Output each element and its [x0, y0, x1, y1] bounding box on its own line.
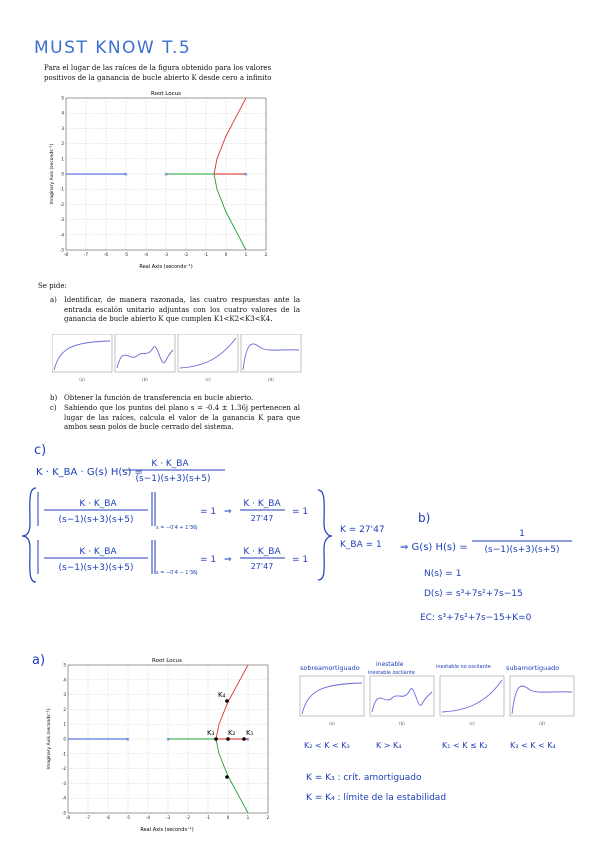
y-tick-label: -5	[61, 810, 66, 816]
item-c-text: Sabiendo que los puntos del plano s = -0.4 ± 1.36j pertenecen al lugar de las raíces, calcula el valor de la ganancia K para que ambos sean polos de bucle cerrado del sistema.	[64, 404, 300, 431]
plot2-yticks	[62, 663, 67, 816]
k4-mark: K₄	[218, 691, 226, 699]
x-tick-label: -5	[125, 815, 131, 820]
sys1-num: K · K_BA	[79, 499, 117, 509]
item-a-text: Identificar, de manera razonada, las cuatro respuestas ante la entrada escalón unitario adjuntas con los cuatro valores de la ganancia de bucle abierto K que cumplen K1<K2<K3<K4.	[64, 296, 300, 323]
x-tick-label: 1	[244, 252, 248, 257]
ns: N(s) = 1	[424, 569, 462, 579]
sub2: s = −0'4 − 1'36j	[156, 570, 198, 576]
eq1-num: K · K_BA	[151, 459, 189, 469]
y-tick-label: 2	[61, 141, 64, 147]
x-tick-label: 0	[226, 815, 230, 820]
plot2-xticks	[66, 815, 270, 820]
arrow-2: ⇒	[224, 555, 232, 565]
k4-dot-down	[225, 775, 229, 779]
cap2-c: (c)	[469, 721, 475, 726]
pole-marker: ×	[245, 736, 251, 743]
eq-one-1: = 1	[200, 507, 217, 517]
gh-num: 1	[519, 529, 525, 539]
caption-c: (c)	[205, 377, 211, 382]
plot2-title: Root Locus	[152, 658, 182, 664]
x-tick-label: -4	[143, 252, 149, 257]
y-tick-label: -3	[61, 780, 66, 786]
y-tick-label: -5	[59, 247, 64, 253]
plot1-xlabel: Real Axis (seconds⁻¹)	[139, 264, 193, 270]
item-b-text: Obtener la función de transferencia en bucle abierto.	[64, 394, 254, 402]
page-title: MUST KNOW T.5	[34, 38, 192, 58]
ec: EC: s³+7s²+7s−15+K=0	[420, 613, 532, 623]
y-tick-label: 3	[63, 692, 66, 698]
locus-branch-red-up	[214, 98, 246, 174]
y-tick-label: -3	[59, 217, 64, 223]
response-a	[52, 334, 112, 372]
result-kba: K_BA = 1	[340, 540, 382, 550]
y-tick-label: -1	[59, 186, 64, 192]
y-tick-label: 3	[61, 125, 64, 131]
x-tick-label: -1	[205, 815, 211, 820]
mid2-den: 27'47	[250, 562, 274, 571]
k1-dot	[242, 737, 246, 741]
se-pide: Se pide:	[38, 282, 67, 290]
y-tick-label: 1	[63, 721, 66, 727]
pole-marker: ×	[163, 171, 169, 178]
x-tick-label: -5	[123, 252, 129, 257]
pole-marker: ×	[165, 736, 171, 743]
handwritten-notes-c-b	[0, 436, 600, 626]
label-a: a)	[32, 653, 46, 668]
plot2-area	[62, 663, 270, 821]
y-tick-label: 4	[63, 677, 66, 683]
locus-branch-green-down	[216, 736, 251, 813]
x-tick-label: -7	[85, 815, 91, 820]
resp-label-b: inestable oscilante	[368, 670, 415, 676]
k3-note: K = K₃ : crít. amortiguado	[306, 773, 422, 783]
y-tick-label: 2	[63, 706, 66, 712]
y-tick-label: -4	[59, 232, 64, 238]
k4-dot-up	[225, 699, 229, 703]
x-tick-label: -3	[165, 815, 171, 820]
x-tick-label: -8	[65, 815, 71, 820]
x-tick-label: -1	[203, 252, 209, 257]
ineq-c: K₁ < K ≤ K₂	[442, 741, 488, 750]
plot2-ylabel: Imaginary Axis (seconds⁻¹)	[47, 708, 52, 770]
y-tick-label: -4	[61, 795, 66, 801]
plot1-title: Root Locus	[151, 91, 181, 97]
plot1-ylabel: Imaginary Axis (seconds⁻¹)	[50, 143, 55, 205]
y-tick-label: -1	[61, 751, 66, 757]
k1-mark: K₁	[246, 729, 254, 737]
sub1: s = −0'4 + 1'36j	[156, 525, 198, 531]
k-annotations	[207, 691, 254, 779]
x-tick-label: -6	[105, 815, 111, 820]
x-tick-label: 1	[246, 815, 250, 820]
gh-den: (s−1)(s+3)(s+5)	[484, 545, 560, 555]
classified-responses	[296, 660, 586, 810]
x-tick-label: -7	[83, 252, 89, 257]
eq-one-2: = 1	[292, 507, 309, 517]
mid1-num: K · K_BA	[243, 499, 281, 509]
y-tick-label: 1	[61, 156, 64, 162]
item-a-label: a)	[50, 296, 57, 304]
result-k: K = 27'47	[340, 525, 385, 535]
eq1-den: (s−1)(s+3)(s+5)	[135, 474, 211, 484]
root-locus-plot-2	[40, 655, 280, 835]
plot2-xlabel: Real Axis (seconds⁻¹)	[140, 827, 194, 833]
cap2-a: (a)	[329, 721, 335, 726]
y-tick-label: 5	[61, 95, 64, 101]
ineq-b: K > K₄	[376, 741, 402, 750]
resp-label-a: sobreamortiguado	[300, 664, 360, 672]
cap2-b: (b)	[399, 721, 405, 726]
plot1-xticks	[64, 252, 268, 257]
x-tick-label: -8	[63, 252, 69, 257]
mid1-den: 27'47	[250, 514, 274, 523]
y-tick-label: 0	[63, 736, 66, 742]
x-tick-label: -6	[103, 252, 109, 257]
caption-b: (b)	[142, 377, 148, 382]
response-d	[241, 334, 301, 372]
locus-branch-green-down	[214, 171, 249, 250]
gh-left: ⇒ G(s) H(s) =	[400, 542, 468, 553]
x-tick-label: 2	[266, 815, 270, 820]
response-b	[115, 334, 175, 372]
ineq-d: K₃ < K < K₄	[510, 741, 556, 750]
resp2-b	[370, 676, 434, 716]
label-c: c)	[34, 443, 47, 458]
x-tick-label: 2	[264, 252, 268, 257]
ineq-a: K₂ < K < K₃	[304, 741, 350, 750]
ds: D(s) = s³+7s²+7s−15	[424, 589, 523, 599]
label-b: b)	[418, 511, 431, 525]
item-c-label: c)	[50, 404, 57, 412]
pole-marker: ×	[243, 171, 249, 178]
k4-note: K = K₄ : límite de la estabilidad	[306, 793, 447, 803]
x-tick-label: -4	[145, 815, 151, 820]
eq-one-4: = 1	[292, 555, 309, 565]
resp2-c	[440, 676, 504, 716]
eq1-left: K · K_BA · G(s) H(s) =	[36, 467, 143, 478]
eq-one-3: = 1	[200, 555, 217, 565]
resp-label-c: inestable no oscilante	[436, 664, 491, 670]
x-tick-label: 0	[224, 252, 228, 257]
x-tick-label: -2	[185, 815, 191, 820]
y-tick-label: -2	[59, 201, 64, 207]
sys1-den: (s−1)(s+3)(s+5)	[58, 515, 134, 525]
resp2-d	[510, 676, 574, 716]
caption-d: (d)	[268, 377, 274, 382]
k2-mark: K₂	[228, 729, 236, 737]
plot1-area	[60, 96, 268, 258]
x-tick-label: -3	[163, 252, 169, 257]
resp-label-d: subamortiguado	[506, 664, 560, 672]
plot1-yticks	[60, 96, 65, 253]
sys2-den: (s−1)(s+3)(s+5)	[58, 563, 134, 573]
response-c	[178, 334, 238, 372]
mid2-num: K · K_BA	[243, 547, 281, 557]
x-tick-label: -2	[183, 252, 189, 257]
arrow-1: ⇒	[224, 507, 232, 517]
k3-mark: K₃	[207, 729, 215, 737]
k2-dot	[226, 737, 230, 741]
pole-marker: ×	[123, 171, 129, 178]
resp2-a	[300, 676, 364, 716]
resp-label-b1: inestable	[376, 661, 404, 668]
locus-branch-red-up	[216, 665, 248, 739]
y-tick-label: 5	[63, 662, 66, 668]
y-tick-label: 4	[61, 110, 64, 116]
item-b-label: b)	[50, 394, 58, 402]
sys2-num: K · K_BA	[79, 547, 117, 557]
pole-marker: ×	[125, 736, 131, 743]
y-tick-label: 0	[61, 171, 64, 177]
cap2-d: (d)	[539, 721, 545, 726]
problem-intro: Para el lugar de las raíces de la figura obtenido para los valores positivos de la ganancia de bucle abierto K desde cero a infinito	[44, 64, 272, 82]
y-tick-label: -2	[61, 766, 66, 772]
k3-dot	[214, 737, 218, 741]
root-locus-plot-1	[44, 88, 284, 273]
caption-a: (a)	[79, 377, 85, 382]
step-responses	[52, 334, 302, 386]
